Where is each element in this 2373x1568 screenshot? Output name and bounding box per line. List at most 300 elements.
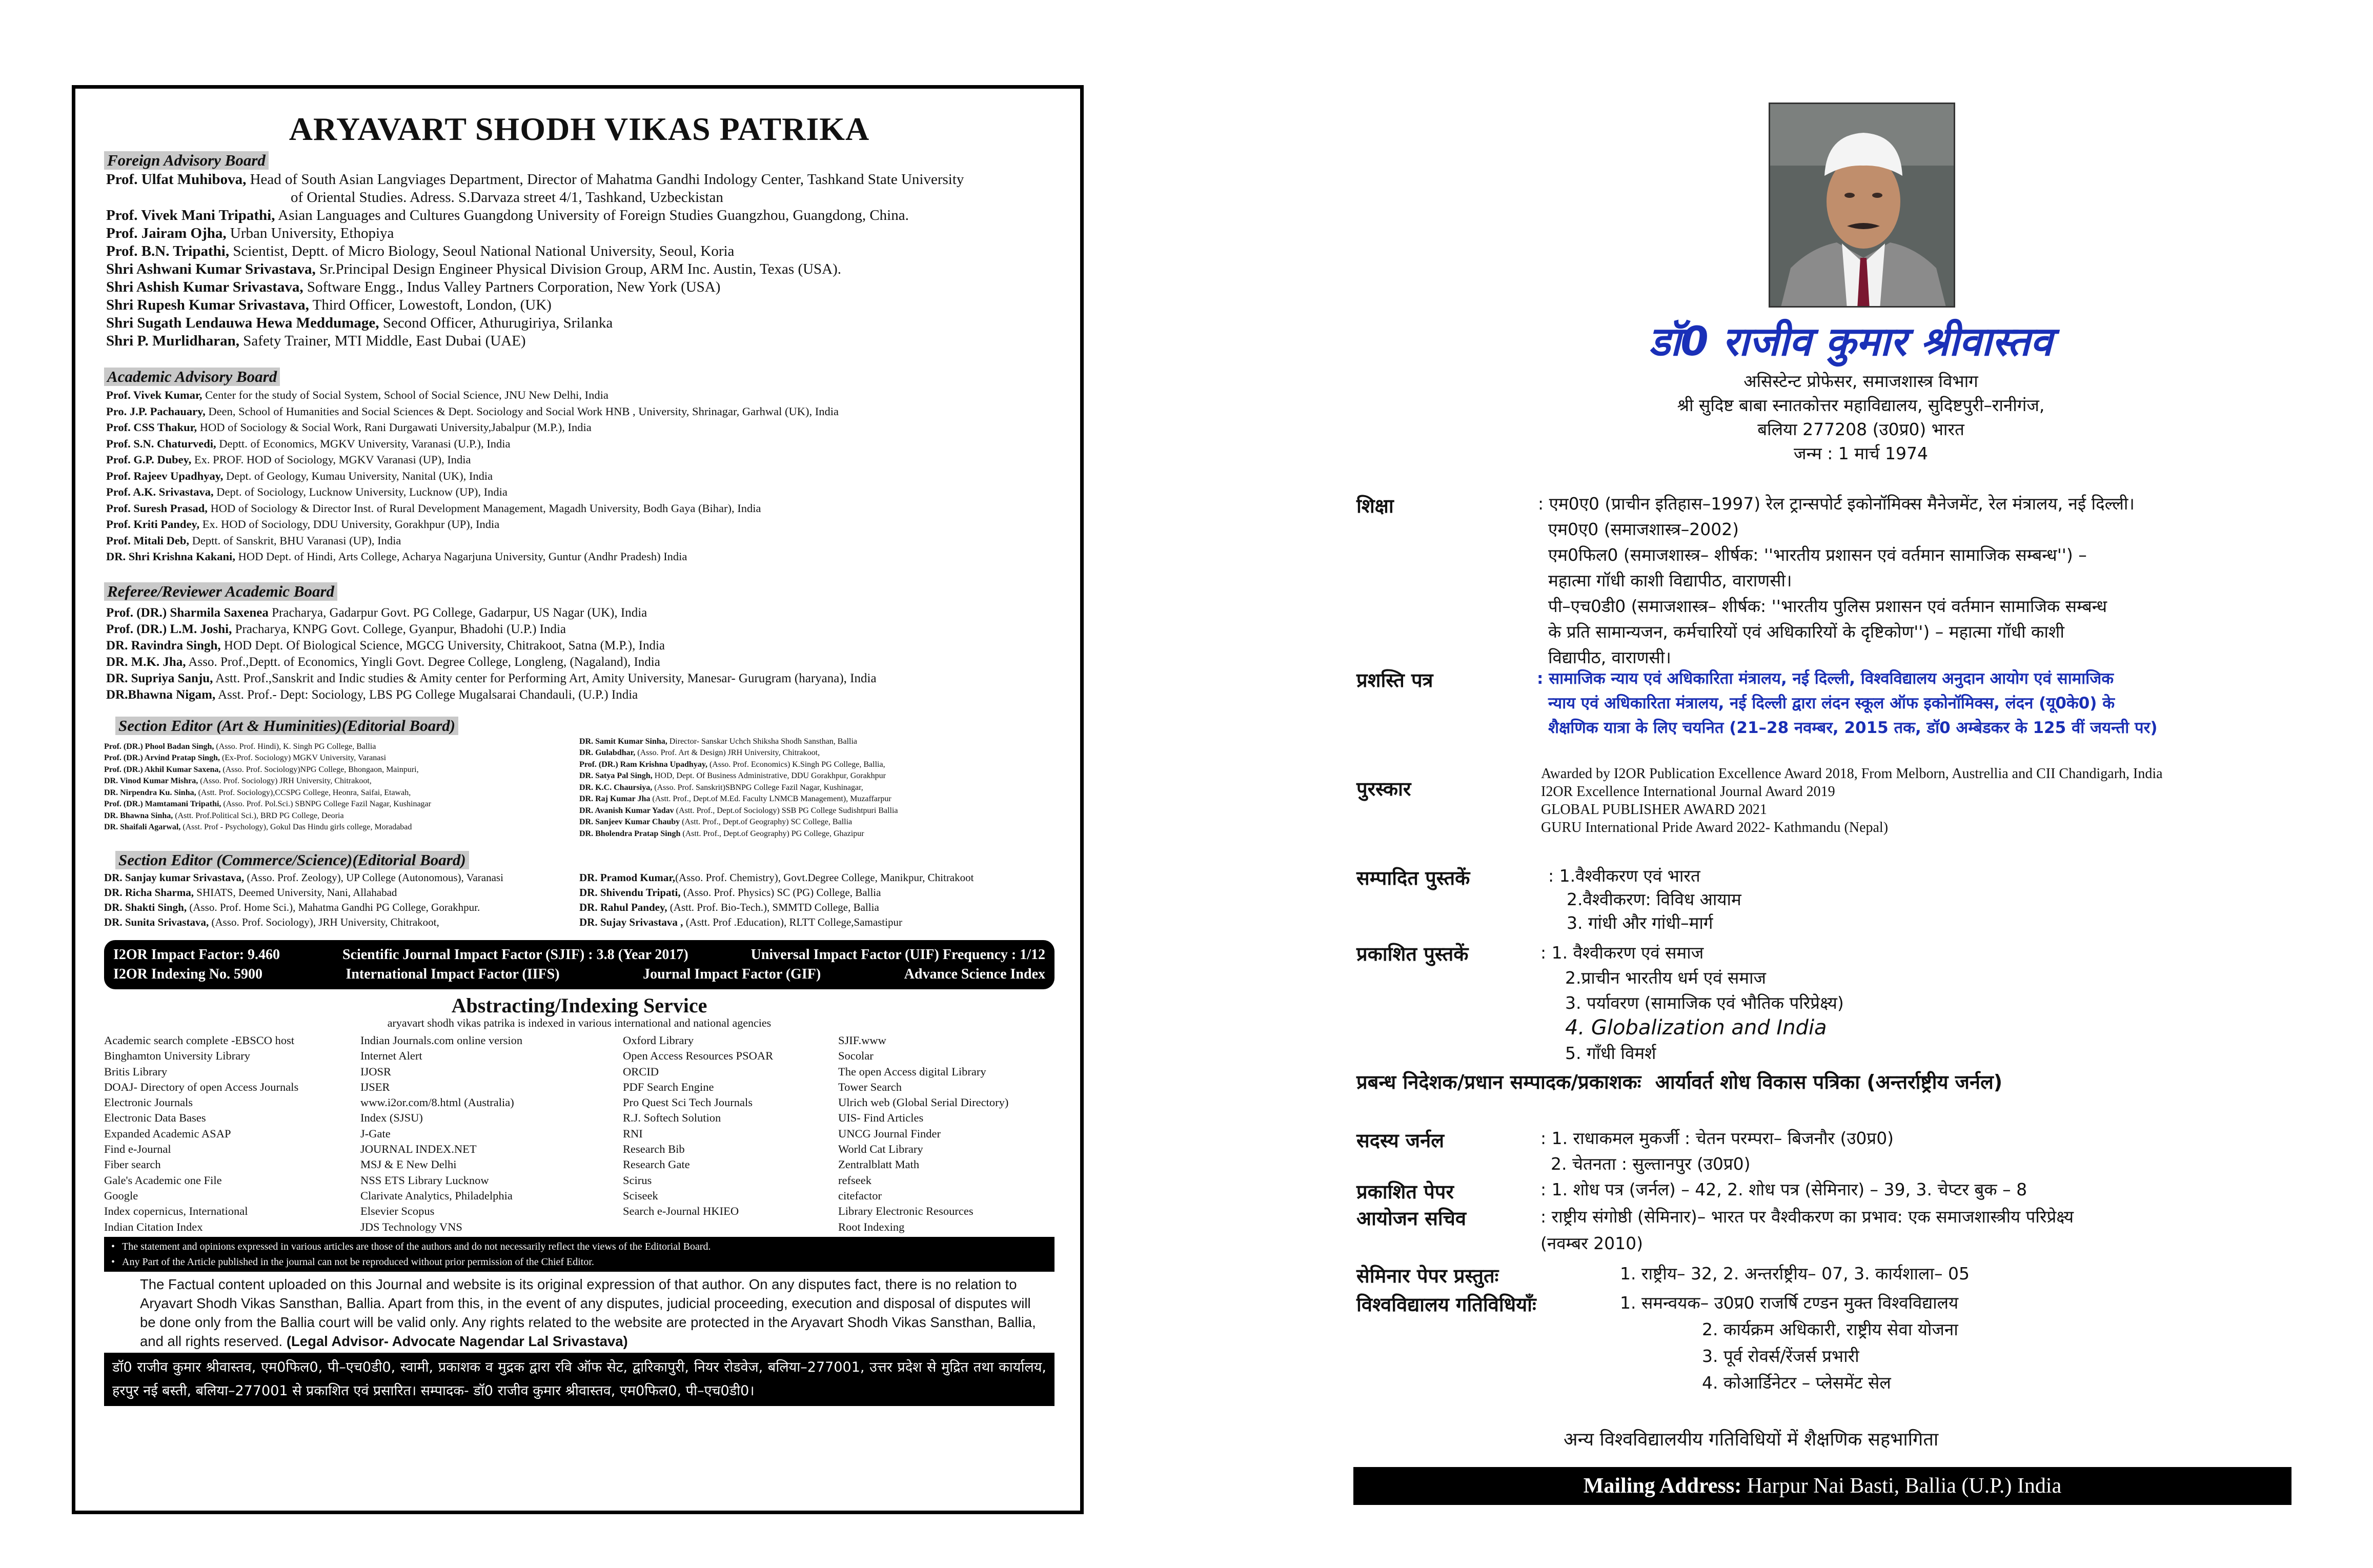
- address-line: असिस्टेन्ट प्रोफेसर, समाजशास्त्र विभाग: [1743, 371, 1978, 391]
- seminar-value: 1. राष्ट्रीय– 32, 2. अन्तर्राष्ट्रीय– 07, 3. कार्यशाला– 05: [1620, 1264, 1970, 1284]
- education-line: : एम0ए0 (प्राचीन इतिहास–1997) रेल ट्रान्सपोर्ट इकोनॉमिक्स मैनेजमेंट, रेल मंत्रालय, नई दिल्ली।: [1538, 494, 2135, 514]
- indexing-item: Socolar: [838, 1049, 874, 1063]
- board-entry: [106, 687, 1054, 703]
- member-detail: Dept. of Geology, Kumau University, Nanital (UK), India: [223, 469, 493, 482]
- indexing-item: UNCG Journal Finder: [838, 1127, 941, 1140]
- director-value: आर्यावर्त शोध विकास पत्रिका (अन्तर्राष्ट्रीय जर्नल): [1655, 1071, 2003, 1093]
- published-books-label: प्रकाशित पुस्तकें: [1356, 943, 1469, 965]
- member-name: Prof. Vivek Mani Tripathi,: [106, 207, 275, 223]
- board-list: [104, 387, 1054, 565]
- indexing-item: Internet Alert: [360, 1049, 422, 1063]
- member-name: DR. Shakti Singh,: [104, 901, 187, 913]
- board-entry: [106, 242, 1054, 260]
- impact-row: [113, 965, 1045, 984]
- indexing-item: Search e-Journal HKIEO: [623, 1205, 739, 1218]
- member-name: DR. Satya Pal Singh,: [579, 771, 653, 780]
- editor-columns: [104, 736, 1054, 840]
- director-row: [1356, 1068, 2002, 1095]
- impact-item: I2OR Indexing No. 5900: [113, 966, 262, 982]
- book-item: 2.प्राचीन भारतीय धर्म एवं समाज: [1565, 968, 1767, 988]
- board-entry: [104, 787, 579, 799]
- member-name: Prof. S.N. Chaturvedi,: [106, 437, 216, 450]
- board-entry: [579, 900, 1054, 915]
- member-name: Shri Sugath Lendauwa Hewa Meddumage,: [106, 315, 379, 331]
- indexing-item: citefactor: [838, 1189, 882, 1202]
- member-detail: (Astt. Prof., Dept.of Geography) PG College, Ghazipur: [680, 829, 864, 838]
- indexing-item: Root Indexing: [838, 1220, 905, 1233]
- member-detail: Pracharya, Gadarpur Govt. PG College, Gadarpur, US Nagar (UK), India: [268, 605, 647, 620]
- member-name: Prof. (DR.) Ram Krishna Upadhyay,: [579, 760, 707, 769]
- indexing-column: [623, 1033, 838, 1235]
- indexing-item: PDF Search Engine: [623, 1080, 714, 1093]
- member-name: DR. Shaifali Agarwal,: [104, 823, 181, 831]
- indexing-column: [360, 1033, 623, 1235]
- award-line: GURU International Pride Award 2022- Kathmandu (Nepal): [1541, 820, 1889, 836]
- member-name: Prof. Jairam Ojha,: [106, 225, 227, 241]
- board-entry: [106, 225, 1054, 242]
- impact-item: Advance Science Index: [904, 966, 1045, 982]
- indexing-item: Indian Journals.com online version: [360, 1034, 523, 1047]
- indexing-item: Index (SJSU): [360, 1111, 423, 1125]
- member-name: Prof. (DR.) Akhil Kumar Saxena,: [104, 765, 221, 774]
- citation-line: शैक्षणिक यात्रा के लिए चयनित (21–28 नवम्बर, 2015 तक, डॉ0 अम्बेडकर के 125 वीं जयन्ती पर): [1548, 719, 2158, 737]
- edited-books-label: सम्पादित पुस्तकें: [1356, 867, 1470, 889]
- member-name: Prof. (DR.) Arvind Pratap Singh,: [104, 754, 220, 762]
- member-detail: Director- Sanskar Uchch Shiksha Shodh Sansthan, Ballia: [667, 737, 858, 746]
- board-entry: [106, 516, 1054, 533]
- member-detail: Safety Trainer, MTI Middle, East Dubai (UAE): [239, 333, 526, 349]
- section-heading: Section Editor (Commerce/Science)(Editorial Board): [115, 851, 469, 869]
- organizer-line: : राष्ट्रीय संगोष्ठी (सेमिनार)– भारत पर वैश्वीकरण का प्रभाव: एक समाजशास्त्रीय परिप्रेक्ष्य: [1540, 1207, 2074, 1227]
- member-name: DR. K.C. Chaursiya,: [579, 783, 653, 792]
- seminar-label: सेमिनार पेपर प्रस्तुतः: [1356, 1265, 1499, 1287]
- member-detail: (Asso. Prof. Chemistry), Govt.Degree College, Manikpur, Chitrakoot: [675, 871, 974, 884]
- member-name: Prof. (DR.) Sharmila Saxenea: [106, 605, 269, 620]
- indexing-item: JDS Technology VNS: [360, 1220, 462, 1233]
- indexing-item: Find e-Journal: [104, 1143, 171, 1156]
- board-entry: [104, 810, 579, 822]
- member-detail: HOD Dept. of Hindi, Arts College, Acharya Nagarjuna University, Guntur (Andhr Pradesh) India: [235, 550, 687, 563]
- member-detail: Software Engg., Indus Valley Partners Corporation, New York (USA): [303, 279, 721, 295]
- member-name: DR. Shivendu Tripati,: [579, 886, 681, 899]
- board-entry: [106, 314, 1054, 332]
- member-name: Prof. Vivek Kumar,: [106, 389, 202, 401]
- member-name: DR. Sanjay kumar Srivastava,: [104, 871, 245, 884]
- edited-books-list: [1548, 864, 1741, 935]
- member-name: Pro. J.P. Pachauary,: [106, 404, 206, 418]
- indexing-item: JOURNAL INDEX.NET: [360, 1143, 477, 1156]
- board-entry: [106, 548, 1054, 565]
- organizer-details: [1540, 1204, 2074, 1257]
- member-detail: (Astt. Prof., Dept.of Sociology) SSB PG College Sudishtpuri Ballia: [674, 806, 898, 815]
- disclaimer-line: • Any Part of the Article published in the journal can not be reproduced without prior permission of the Chief Editor.: [111, 1254, 1047, 1270]
- editor-column-right: [579, 870, 1054, 930]
- member-name: DR. Bholendra Pratap Singh: [579, 829, 681, 838]
- member-detail: (Astt. Prof.Political Sci.), BRD PG College, Deoria: [173, 811, 344, 820]
- member-name: Prof. Kriti Pandey,: [106, 518, 200, 531]
- education-line: एम0ए0 (समाजशास्त्र–2002): [1548, 519, 1739, 539]
- address-line: जन्म : 1 मार्च 1974: [1793, 443, 1928, 463]
- disclaimer-line: • The statement and opinions expressed in various articles are those of the authors and do not necessarily reflect the views of the Editorial Board.: [111, 1239, 1047, 1254]
- board-entry: [104, 752, 579, 764]
- board-entry: [106, 403, 1054, 420]
- indexing-item: Research Bib: [623, 1143, 685, 1156]
- education-line: महात्मा गॉधी काशी विद्यापीठ, वाराणसी।: [1548, 571, 1792, 590]
- indexing-item: Ulrich web (Global Serial Directory): [838, 1096, 1009, 1109]
- member-name: DR. Pramod Kumar,: [579, 871, 676, 884]
- board-entry: [579, 828, 1054, 840]
- member-name: Prof. Ulfat Muhibova,: [106, 171, 247, 188]
- member-name: Prof. G.P. Dubey,: [106, 453, 192, 466]
- member-detail: (Astt. Prof. Sociology),CCSPG College, Heonra, Saifai, Etawah,: [196, 788, 411, 797]
- indexing-item: Britis Library: [104, 1065, 168, 1078]
- book-item: : 1. वैश्वीकरण एवं समाज: [1540, 943, 1704, 963]
- indexing-item: Clarivate Analytics, Philadelphia: [360, 1189, 513, 1202]
- impact-factor-bar: [104, 940, 1054, 989]
- abstracting-title: Abstracting/Indexing Service: [451, 994, 707, 1017]
- member-detail: (Asso. Prof. Pol.Sci.) SBNPG College Fazil Nagar, Kushinagar: [221, 800, 431, 808]
- board-entry: [106, 484, 1054, 500]
- member-item: 2. चेतनता : सुल्तानपुर (उ0प्र0): [1551, 1154, 1751, 1174]
- board-entry: [106, 468, 1054, 484]
- book-item: 3. गांधी और गांधी–मार्ग: [1567, 913, 1713, 933]
- board-entry: [579, 782, 1054, 794]
- disclaimer-bar: [104, 1237, 1054, 1272]
- member-detail: Third Officer, Lowestoft, London, (UK): [309, 297, 552, 313]
- board-entry: [579, 736, 1054, 748]
- member-name: Shri Ashish Kumar Srivastava,: [106, 279, 303, 295]
- member-detail: Pracharya, KNPG Govt. College, Gyanpur, Bhadohi (U.P.) India: [232, 622, 566, 636]
- member-detail: (Astt. Prof., Dept.of M.Ed. Faculty LNMCB Management), Muzaffarpur: [650, 795, 891, 803]
- member-detail: (Asso. Prof. Sociology)NPG College, Bhongaon, Mainpuri,: [220, 765, 419, 774]
- indexing-item: Elsevier Scopus: [360, 1205, 435, 1218]
- member-detail: Asian Languages and Cultures Guangdong University of Foreign Studies Guangzhou, Guangdong, China.: [275, 207, 909, 223]
- factual-statement: [104, 1272, 1054, 1353]
- member-name: DR. Ravindra Singh,: [106, 638, 221, 653]
- profile-address: [1543, 369, 2179, 465]
- university-activities-label: विश्वविद्यालय गतिविधियाँः: [1356, 1293, 1536, 1316]
- member-name: DR. Samit Kumar Sinha,: [579, 737, 667, 746]
- section-editor-commerce: [104, 851, 1054, 930]
- member-name: DR. Sunita Srivastava,: [104, 916, 209, 928]
- board-entry: [579, 817, 1054, 828]
- member-name: Shri Ashwani Kumar Srivastava,: [106, 261, 316, 277]
- member-detail: (Astt. Prof .Education), RLTT College,Samastipur: [683, 916, 902, 928]
- board-entry: [106, 605, 1054, 621]
- board-list: [104, 605, 1054, 703]
- member-name: DR. Richa Sharma,: [104, 886, 194, 899]
- book-item: 3. पर्यावरण (सामाजिक एवं भौतिक परिप्रेक्ष्य): [1565, 993, 1844, 1013]
- indexing-item: R.J. Softech Solution: [623, 1111, 721, 1125]
- member-item: : 1. राधाकमल मुकर्जी : चेतन परम्परा– बिजनौर (उ0प्र0): [1540, 1128, 1894, 1148]
- education-label: शिक्षा: [1356, 495, 1394, 517]
- member-detail: (Astt. Prof., Dept.of Geography) SC College, Ballia: [680, 818, 853, 826]
- board-entry: [104, 764, 579, 776]
- papers-label: प्रकाशित पेपर: [1356, 1180, 1454, 1203]
- award-line: GLOBAL PUBLISHER AWARD 2021: [1541, 802, 1767, 818]
- member-name: DR. Gulabdhar,: [579, 748, 636, 757]
- indexing-item: World Cat Library: [838, 1143, 923, 1156]
- board-entry: [106, 419, 1054, 436]
- indexing-item: Oxford Library: [623, 1034, 694, 1047]
- member-detail: Second Officer, Athurugiriya, Srilanka: [379, 315, 613, 331]
- indexing-item: RNI: [623, 1127, 643, 1140]
- legal-advisor: (Legal Advisor- Advocate Nagendar Lal Srivastava): [286, 1333, 628, 1349]
- member-detail: Deen, School of Humanities and Social Sciences & Dept. Sociology and Social Work HNB , University, Shrinagar, Garhwal (UK), India: [205, 404, 839, 418]
- member-detail: Head of South Asian Langviages Department, Director of Mahatma Gandhi Indology Center, Tashkand State University: [246, 171, 964, 188]
- member-name: DR. Shri Krishna Kakani,: [106, 550, 235, 563]
- university-activities-list: [1620, 1290, 1958, 1396]
- indexing-item: Binghamton University Library: [104, 1049, 250, 1063]
- member-detail: Astt. Prof.,Sanskrit and Indic studies & Amity center for Performing Art, Amity University, Manesar- Gurugram (haryana), India: [213, 671, 877, 685]
- indexing-item: refseek: [838, 1173, 871, 1187]
- member-journal-list: [1540, 1126, 1894, 1177]
- board-entry: [106, 171, 1054, 207]
- member-detail: (Asso. Prof. Sociology), JRH University, Chitrakoot,: [209, 916, 439, 928]
- member-name: Prof. (DR.) Mamtamani Tripathi,: [104, 800, 221, 808]
- board-entry: [579, 793, 1054, 805]
- book-item: 2.वैश्वीकरण: विविध आयाम: [1567, 889, 1741, 909]
- member-detail: (Asso. Prof. Home Sci.), Mahatma Gandhi PG College, Gorakhpur.: [187, 901, 480, 913]
- education-line: एम0फिल0 (समाजशास्त्र– शीर्षक: ''भारतीय प्रशासन एवं वर्तमान सामाजिक सम्बन्ध'') –: [1548, 545, 2087, 565]
- education-line: विद्यापीठ, वाराणसी।: [1548, 647, 1671, 667]
- indexing-item: Zentralblatt Math: [838, 1158, 920, 1171]
- award-line: Awarded by I2OR Publication Excellence Award 2018, From Melborn, Austrellia and CII Chandigarh, India: [1541, 766, 2163, 782]
- indexing-item: Academic search complete -EBSCO host: [104, 1034, 295, 1047]
- member-detail: (Asso. Prof. Zeology), UP College (Autonomous), Varanasi: [244, 871, 503, 884]
- editor-column-left: [104, 870, 579, 930]
- member-detail: (Asso. Prof. Physics) SC (PG) College, Ballia: [680, 886, 881, 899]
- indexing-item: IJOSR: [360, 1065, 392, 1078]
- member-detail: Ex. HOD of Sociology, DDU University, Gorakhpur (UP), India: [199, 518, 500, 531]
- indexing-item: SJIF.www: [838, 1034, 886, 1047]
- member-detail: (Asso. Prof. Sociology) JRH University, Chitrakoot,: [198, 777, 372, 785]
- indexing-item: IJSER: [360, 1080, 390, 1093]
- citation-line: न्याय एवं अधिकारिता मंत्रालय, नई दिल्ली द्वारा लंदन स्कूल ऑफ इकोनॉमिक्स, लंदन (यू0के0) के: [1548, 694, 2115, 712]
- director-label: प्रबन्ध निदेशक/प्रधान सम्पादक/प्रकाशकः: [1356, 1071, 1641, 1093]
- member-name: Prof. Suresh Prasad,: [106, 501, 208, 515]
- board-entry: [104, 799, 579, 810]
- member-detail: (Asso. Prof. Hindi), K. Singh PG College, Ballia: [214, 742, 376, 751]
- board-entry: [106, 533, 1054, 549]
- member-name: DR. Avanish Kumar Yadav: [579, 806, 674, 815]
- section-heading: Academic Advisory Board: [104, 368, 280, 386]
- indexing-item: Open Access Resources PSOAR: [623, 1049, 774, 1063]
- impact-item: Journal Impact Factor (GIF): [643, 966, 821, 982]
- member-name: Prof. CSS Thakur,: [106, 421, 197, 434]
- profile-name: डॉ0 राजीव कुमार श्रीवास्तव: [1649, 319, 2053, 365]
- indexing-item: MSJ & E New Delhi: [360, 1158, 457, 1171]
- indexing-item: Research Gate: [623, 1158, 690, 1171]
- journal-title: ARYAVART SHODH VIKAS PATRIKA: [289, 111, 870, 147]
- book-item: : 1.वैश्वीकरण एवं भारत: [1548, 866, 1700, 886]
- member-name: DR. M.K. Jha,: [106, 655, 186, 669]
- indexing-item: The open Access digital Library: [838, 1065, 986, 1078]
- member-detail: HOD, Dept. Of Business Administrative, DDU Gorakhpur, Gorakhpur: [652, 771, 886, 780]
- other-activities: अन्य विश्वविद्यालयीय गतिविधियों में शैक्षणिक सहभागिता: [1564, 1429, 1939, 1450]
- mailing-label: Mailing Address:: [1583, 1474, 1742, 1498]
- board-entry: [106, 638, 1054, 654]
- awards-details: [1541, 765, 2163, 837]
- indexing-item: NSS ETS Library Lucknow: [360, 1173, 489, 1187]
- member-name: DR.Bhawna Nigam,: [106, 687, 216, 702]
- member-detail: Center for the study of Social System, School of Social Science, JNU New Delhi, India: [202, 389, 609, 401]
- member-name: DR. Supriya Sanju,: [106, 671, 213, 685]
- papers-value: : 1. शोध पत्र (जर्नल) – 42, 2. शोध पत्र (सेमिनार) – 39, 3. चेप्टर बुक – 8: [1540, 1179, 2027, 1199]
- member-detail: Deptt. of Sanskrit, BHU Varanasi (UP), India: [189, 534, 401, 547]
- member-name: DR. Vinod Kumar Mishra,: [104, 777, 198, 785]
- organizer-label: आयोजन सचिव: [1356, 1207, 1467, 1230]
- board-entry: [106, 452, 1054, 468]
- published-books-list: [1540, 940, 1844, 1066]
- board-entry: [579, 870, 1054, 885]
- section-editor-arts: [104, 717, 1054, 840]
- member-name: Prof. Mitali Deb,: [106, 534, 190, 547]
- board-entry: [106, 387, 1054, 403]
- member-name: DR. Raj Kumar Jha: [579, 795, 651, 803]
- indexing-item: Index copernicus, International: [104, 1205, 248, 1218]
- board-entry: [104, 870, 579, 885]
- indexing-item: Expanded Academic ASAP: [104, 1127, 231, 1140]
- editor-columns: [104, 870, 1054, 930]
- member-detail: (Asso. Prof. Economics) K.Singh PG College, Ballia,: [707, 760, 885, 769]
- member-detail: (Astt. Prof. Bio-Tech.), SMMTD College, Ballia: [667, 901, 879, 913]
- editor-column-right: [579, 736, 1054, 840]
- activity-item: 2. कार्यक्रम अधिकारी, राष्ट्रीय सेवा योजना: [1702, 1319, 1958, 1339]
- abstracting-subtitle: aryavart shodh vikas patrika is indexed in various international and national agencies: [387, 1016, 772, 1029]
- board-entry: [104, 822, 579, 833]
- board-entry: [104, 885, 579, 900]
- board-entry: [106, 260, 1054, 278]
- board-entry: [106, 207, 1054, 225]
- referee-board: [104, 582, 1054, 703]
- education-line: के प्रति सामान्यजन, कर्मचारियों एवं अधिकारियों के दृष्टिकोण'') – महात्मा गॉधी काशी: [1548, 622, 2064, 642]
- citation-line: : सामाजिक न्याय एवं अधिकारिता मंत्रालय, नई दिल्ली, विश्वविद्यालय अनुदान आयोग एवं सामाजिक: [1537, 669, 2114, 688]
- impact-item: Universal Impact Factor (UIF) Frequency : 1/12: [751, 947, 1045, 963]
- board-entry: [106, 670, 1054, 687]
- indexing-item: www.i2or.com/8.html (Australia): [360, 1096, 514, 1109]
- profile-photo: [1769, 103, 1955, 308]
- member-detail: Sr.Principal Design Engineer Physical Division Group, ARM Inc. Austin, Texas (USA).: [315, 261, 842, 277]
- indexing-item: Fiber search: [104, 1158, 161, 1171]
- indexing-item: Electronic Journals: [104, 1096, 193, 1109]
- address-line: श्री सुदिष्ट बाबा स्नातकोत्तर महाविद्यालय, सुदिष्टपुरी–रानीगंज,: [1677, 395, 2045, 415]
- indexing-item: DOAJ- Directory of open Access Journals: [104, 1080, 299, 1093]
- board-entry: [106, 436, 1054, 452]
- member-name: DR. Sanjeev Kumar Chauby: [579, 818, 680, 826]
- member-name: Prof. Rajeev Upadhyay,: [106, 469, 224, 482]
- citation-label: प्रशस्ति पत्र: [1356, 669, 1433, 691]
- member-name: DR. Sujay Srivastava ,: [579, 916, 683, 928]
- member-detail: HOD of Sociology & Social Work, Rani Durgawati University,Jabalpur (M.P.), India: [197, 421, 592, 434]
- mailing-address-bar: [1353, 1467, 2291, 1505]
- indexing-item: Library Electronic Resources: [838, 1205, 973, 1218]
- award-line: I2OR Excellence International Journal Award 2019: [1541, 784, 1835, 800]
- indexing-item: Scirus: [623, 1173, 652, 1187]
- academic-advisory-board: [104, 368, 1054, 565]
- board-entry: [579, 770, 1054, 782]
- section-heading: Referee/Reviewer Academic Board: [104, 582, 337, 601]
- publisher-footer: डॉ0 राजीव कुमार श्रीवास्तव, एम0फिल0, पी–एच0डी0, स्वामी, प्रकाशक व मुद्रक द्वारा रवि ऑफ सेट, द्वारिकापुरी, नियर रोडवेज, बलिया–277001, उत्तर प्रदेश से मुद्रित तथा कार्यालय, हरपुर नई बस्ती, बलिया–277001 से प्रकाशित एवं प्रसारित। सम्पादक- डॉ0 राजीव कुमार श्रीवास्तव, एम0फिल0, पी–एच0डी0।: [104, 1353, 1054, 1406]
- member-detail: (Asso. Prof. Art & Design) JRH University, Chitrakoot,: [635, 748, 820, 757]
- member-detail: (Asso. Prof. Sanskrit)SBNPG College Fazil Nagar, Kushinagar,: [652, 783, 863, 792]
- factual-text: The Factual content uploaded on this Journal and website is its original expression of that author. On any disputes fact, there is no relation to Aryavart Shodh Vikas Sansthan, Ballia. Apart from this, in the event of any disputes, judicial proceeding, execution and disposal of disputes will be done only from the Ballia court will be valid only. Any rights related to the website are protected in the Aryavart Shodh Vikas Sansthan, Ballia, and all rights reserved.: [140, 1276, 1036, 1349]
- indexing-item: Tower Search: [838, 1080, 902, 1093]
- indexing-item: Sciseek: [623, 1189, 658, 1202]
- member-detail: Ex. PROF. HOD of Sociology, MGKV Varanasi (UP), India: [191, 453, 471, 466]
- indexing-column: [838, 1033, 1008, 1235]
- activity-item: 3. पूर्व रोवर्स/रेंजर्स प्रभारी: [1702, 1346, 1859, 1366]
- member-detail: Scientist, Deptt. of Micro Biology, Seoul National National University, Seoul, Koria: [229, 243, 735, 259]
- indexing-item: ORCID: [623, 1065, 659, 1078]
- member-detail: Asst. Prof.- Dept: Sociology, LBS PG College Mugalsarai Chandauli, (U.P.) India: [215, 687, 638, 702]
- indexing-column: [104, 1033, 360, 1235]
- member-name: DR. Bhawna Sinha,: [104, 811, 173, 820]
- indexing-item: Electronic Data Bases: [104, 1111, 206, 1125]
- mailing-value: Harpur Nai Basti, Ballia (U.P.) India: [1741, 1474, 2062, 1498]
- board-entry: [106, 296, 1054, 314]
- indexing-item: Indian Citation Index: [104, 1220, 203, 1233]
- indexing-item: UIS- Find Articles: [838, 1111, 924, 1125]
- member-detail-cont: of Oriental Studies. Adress. S.Darvaza street 4/1, Tashkand, Uzbeckistan: [291, 189, 723, 206]
- member-journal-label: सदस्य जर्नल: [1356, 1129, 1444, 1152]
- member-detail: HOD Dept. Of Biological Science, MGCG University, Chitrakoot, Satna (M.P.), India: [220, 638, 665, 653]
- impact-item: Scientific Journal Impact Factor (SJIF) : 3.8 (Year 2017): [342, 947, 688, 963]
- indexing-item: Pro Quest Sci Tech Journals: [623, 1096, 753, 1109]
- board-entry: [104, 776, 579, 787]
- board-entry: [106, 654, 1054, 670]
- member-name: Prof. (DR.) Phool Badan Singh,: [104, 742, 214, 751]
- board-entry: [106, 278, 1054, 296]
- member-name: Shri Rupesh Kumar Srivastava,: [106, 297, 309, 313]
- member-detail: Dept. of Sociology, Lucknow University, Lucknow (UP), India: [213, 485, 508, 498]
- board-entry: [579, 885, 1054, 900]
- member-name: Prof. B.N. Tripathi,: [106, 243, 230, 259]
- member-detail: Deptt. of Economics, MGKV University, Varanasi (U.P.), India: [216, 437, 511, 450]
- impact-item: I2OR Impact Factor: 9.460: [113, 947, 280, 963]
- impact-row: [113, 945, 1045, 965]
- indexing-columns: [104, 1033, 1054, 1235]
- board-entry: [579, 805, 1054, 817]
- member-name: Prof. (DR.) L.M. Joshi,: [106, 622, 232, 636]
- citation-details: [1537, 666, 2158, 740]
- board-list: [104, 171, 1054, 350]
- book-item: 4. Globalization and India: [1565, 1016, 1827, 1040]
- activity-item: 4. कोआर्डिनेटर – प्लेसमेंट सेल: [1702, 1373, 1891, 1393]
- profile-page: [1338, 0, 2327, 1568]
- board-entry: [104, 741, 579, 753]
- member-detail: (Asst. Prof - Psychology), Gokul Das Hindu girls college, Moradabad: [180, 823, 412, 831]
- education-line: पी–एच0डी0 (समाजशास्त्र– शीर्षक: ''भारतीय पुलिस प्रशासन एवं वर्तमान सामाजिक सम्बन्ध: [1548, 596, 2107, 616]
- member-detail: Asso. Prof.,Deptt. of Economics, Yingli Govt. Degree College, Longleng, (Nagaland), India: [186, 655, 660, 669]
- member-detail: Urban University, Ethopiya: [226, 225, 394, 241]
- member-detail: SHIATS, Deemed University, Nani, Allahabad: [194, 886, 397, 899]
- section-heading: Section Editor (Art & Huminities)(Editorial Board): [115, 717, 458, 735]
- editor-column-left: [104, 736, 579, 840]
- board-entry: [104, 915, 579, 930]
- section-heading: Foreign Advisory Board: [104, 151, 269, 170]
- journal-page: [72, 85, 1084, 1514]
- member-detail: (Ex-Prof. Sociology) MGKV University, Varanasi: [219, 754, 387, 762]
- address-line: बलिया 277208 (उ0प्र0) भारत: [1757, 419, 1964, 439]
- board-entry: [106, 621, 1054, 638]
- foreign-advisory-board: [104, 151, 1054, 350]
- board-entry: [106, 500, 1054, 517]
- board-entry: [579, 915, 1054, 930]
- education-details: [1538, 491, 2135, 670]
- organizer-line: (नवम्बर 2010): [1540, 1233, 1643, 1253]
- awards-label: पुरस्कार: [1356, 778, 1411, 800]
